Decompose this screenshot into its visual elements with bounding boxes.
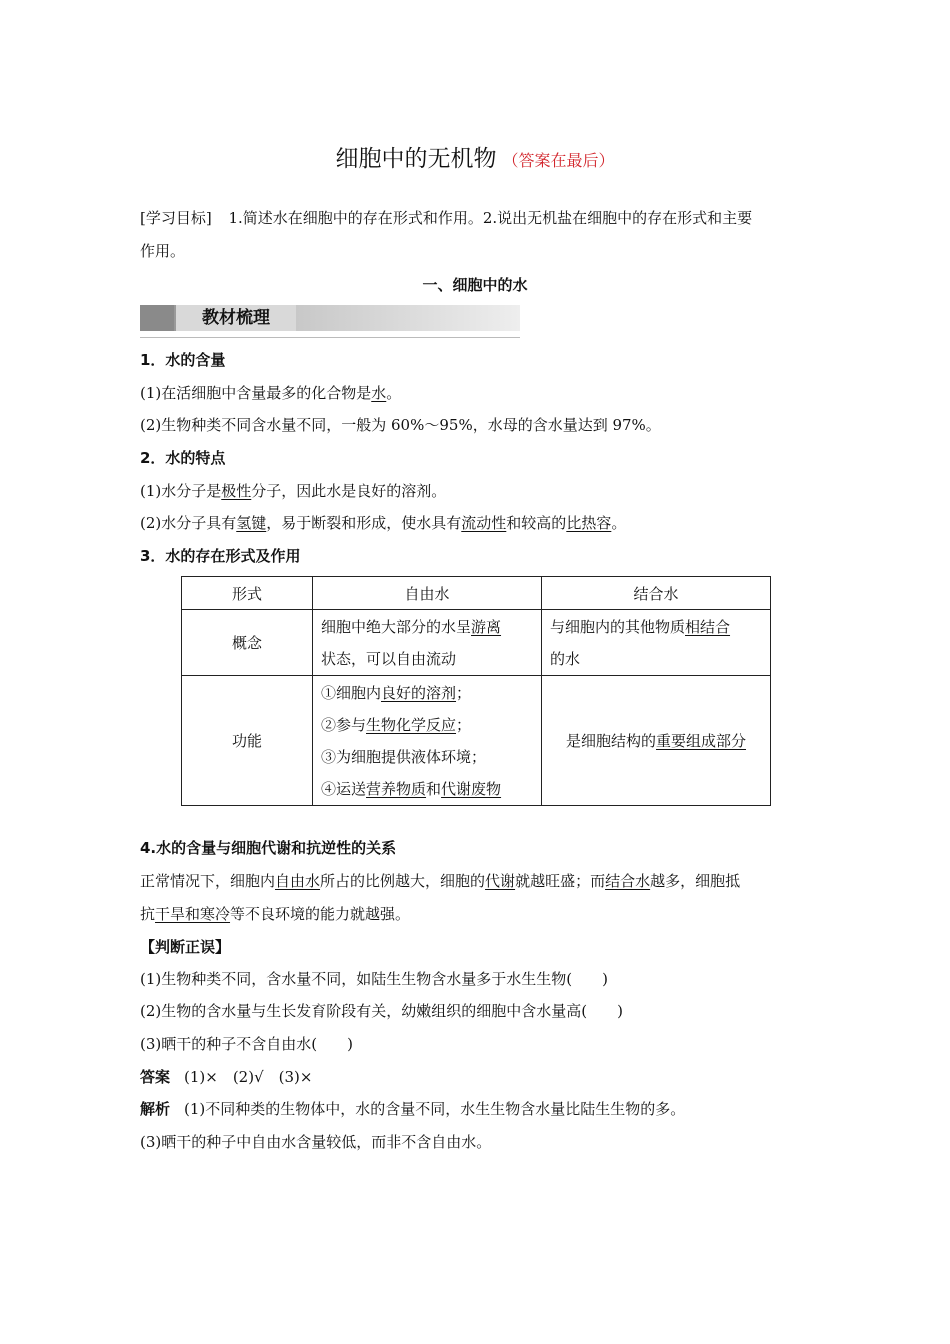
text: 和较高的 bbox=[506, 514, 567, 532]
text: 。 bbox=[611, 514, 627, 532]
underlined-answer: 干旱和寒冷 bbox=[155, 905, 231, 923]
text: 和 bbox=[426, 779, 442, 798]
s4-line-1 bbox=[140, 871, 820, 891]
text: 分子，因此水是良好的溶剂。 bbox=[251, 482, 447, 500]
underlined-answer: 自由水 bbox=[275, 872, 321, 890]
analysis-line-2: (3)晒干的种子中自由水含量较低，而非不含自由水。 bbox=[140, 1133, 492, 1151]
table-cell bbox=[313, 610, 542, 676]
text: 是细胞结构的 bbox=[565, 732, 656, 750]
underlined-answer: 代谢废物 bbox=[441, 779, 502, 798]
judge-heading: 【判断正误】 bbox=[140, 938, 231, 956]
table-cell bbox=[313, 676, 542, 806]
water-forms-table bbox=[181, 576, 771, 806]
section-banner bbox=[140, 303, 520, 338]
table-header-cell: 形式 bbox=[182, 577, 313, 610]
text: ③为细胞提供液体环境； bbox=[321, 747, 487, 766]
s1-p1 bbox=[140, 383, 820, 403]
text: ④运送 bbox=[321, 779, 367, 798]
text: 抗 bbox=[140, 905, 156, 923]
table-header-cell: 自由水 bbox=[313, 577, 542, 610]
underlined-answer: 结合水 bbox=[605, 872, 651, 890]
judge-q2: (2)生物的含水量与生长发育阶段有关，幼嫩组织的细胞中含水量高( ) bbox=[140, 1002, 623, 1020]
text: 就越旺盛；而 bbox=[515, 872, 606, 890]
text: 所占的比例越大，细胞的 bbox=[320, 872, 486, 890]
text: ①细胞内 bbox=[321, 683, 382, 702]
text: ②参与 bbox=[321, 715, 367, 734]
text: 的水 bbox=[550, 649, 581, 668]
analysis-line-1 bbox=[140, 1099, 820, 1119]
text: (2)水分子具有 bbox=[140, 514, 237, 532]
table-row bbox=[182, 676, 771, 806]
s2-p1 bbox=[140, 481, 820, 501]
judge-q1: (1)生物种类不同，含水量不同，如陆生生物含水量多于水生生物( ) bbox=[140, 970, 608, 988]
answer-text: (1)× (2)√ (3)× bbox=[184, 1068, 313, 1086]
underlined-answer: 营养物质 bbox=[366, 779, 427, 798]
objectives-label: [学习目标] bbox=[140, 209, 212, 227]
underlined-answer: 重要组成部分 bbox=[656, 732, 747, 750]
text: 。 bbox=[386, 384, 402, 402]
underlined-answer: 比热容 bbox=[566, 514, 612, 532]
banner-dark-block bbox=[140, 305, 174, 331]
table-cell bbox=[542, 676, 771, 806]
table-header-cell: 结合水 bbox=[542, 577, 771, 610]
table-row bbox=[182, 577, 771, 610]
text: ，易于断裂和形成，使水具有 bbox=[266, 514, 462, 532]
judge-q3: (3)晒干的种子不含自由水( ) bbox=[140, 1035, 353, 1053]
title-main: 细胞中的无机物 bbox=[335, 146, 497, 172]
s2-p2 bbox=[140, 513, 820, 533]
section-heading-water: 一、细胞中的水 bbox=[422, 276, 528, 294]
s1-p2: (2)生物种类不同含水量不同，一般为 60%～95%，水母的含水量达到 97%。 bbox=[140, 416, 661, 434]
underlined-answer: 水 bbox=[371, 384, 387, 402]
document-title bbox=[0, 140, 950, 173]
s4-heading: 4.水的含量与细胞代谢和抗逆性的关系 bbox=[140, 839, 397, 857]
text: 细胞中绝大部分的水呈 bbox=[321, 617, 472, 636]
objectives-line-1 bbox=[140, 208, 820, 228]
underlined-answer: 良好的溶剂 bbox=[381, 683, 457, 702]
underlined-answer: 相结合 bbox=[685, 617, 731, 636]
table-row-label: 概念 bbox=[182, 610, 313, 676]
underlined-answer: 代谢 bbox=[485, 872, 516, 890]
banner-label: 教材梳理 bbox=[176, 305, 296, 331]
text: 状态，可以自由流动 bbox=[321, 649, 457, 668]
objectives-line-2: 作用。 bbox=[140, 242, 186, 260]
text: 正常情况下，细胞内 bbox=[140, 872, 276, 890]
title-note: （答案在最后） bbox=[502, 151, 615, 170]
text: 与细胞内的其他物质 bbox=[550, 617, 686, 636]
text: ； bbox=[456, 715, 472, 734]
text: (1)在活细胞中含量最多的化合物是 bbox=[140, 384, 372, 402]
s3-heading: 3．水的存在形式及作用 bbox=[140, 547, 301, 565]
answer-label: 答案 bbox=[140, 1068, 171, 1086]
underlined-answer: 极性 bbox=[221, 482, 252, 500]
text: 等不良环境的能力就越强。 bbox=[230, 905, 411, 923]
underlined-answer: 流动性 bbox=[461, 514, 507, 532]
s2-heading: 2．水的特点 bbox=[140, 449, 226, 467]
table-row-label: 功能 bbox=[182, 676, 313, 806]
s1-heading: 1．水的含量 bbox=[140, 351, 226, 369]
text: 越多，细胞抵 bbox=[650, 872, 741, 890]
underlined-answer: 氢键 bbox=[236, 514, 267, 532]
underlined-answer: 游离 bbox=[471, 617, 502, 636]
analysis-label: 解析 bbox=[140, 1100, 171, 1118]
text: ； bbox=[456, 683, 472, 702]
answer-line bbox=[140, 1067, 820, 1087]
objectives-text-1: 1.简述水在细胞中的存在形式和作用。2.说出无机盐在细胞中的存在形式和主要 bbox=[228, 209, 753, 227]
s4-line-2 bbox=[140, 904, 820, 924]
analysis-text: (1)不同种类的生物体中，水的含量不同，水生生物含水量比陆生生物的多。 bbox=[184, 1100, 686, 1118]
underlined-answer: 生物化学反应 bbox=[366, 715, 457, 734]
table-row bbox=[182, 610, 771, 676]
table-cell bbox=[542, 610, 771, 676]
text: (1)水分子是 bbox=[140, 482, 222, 500]
